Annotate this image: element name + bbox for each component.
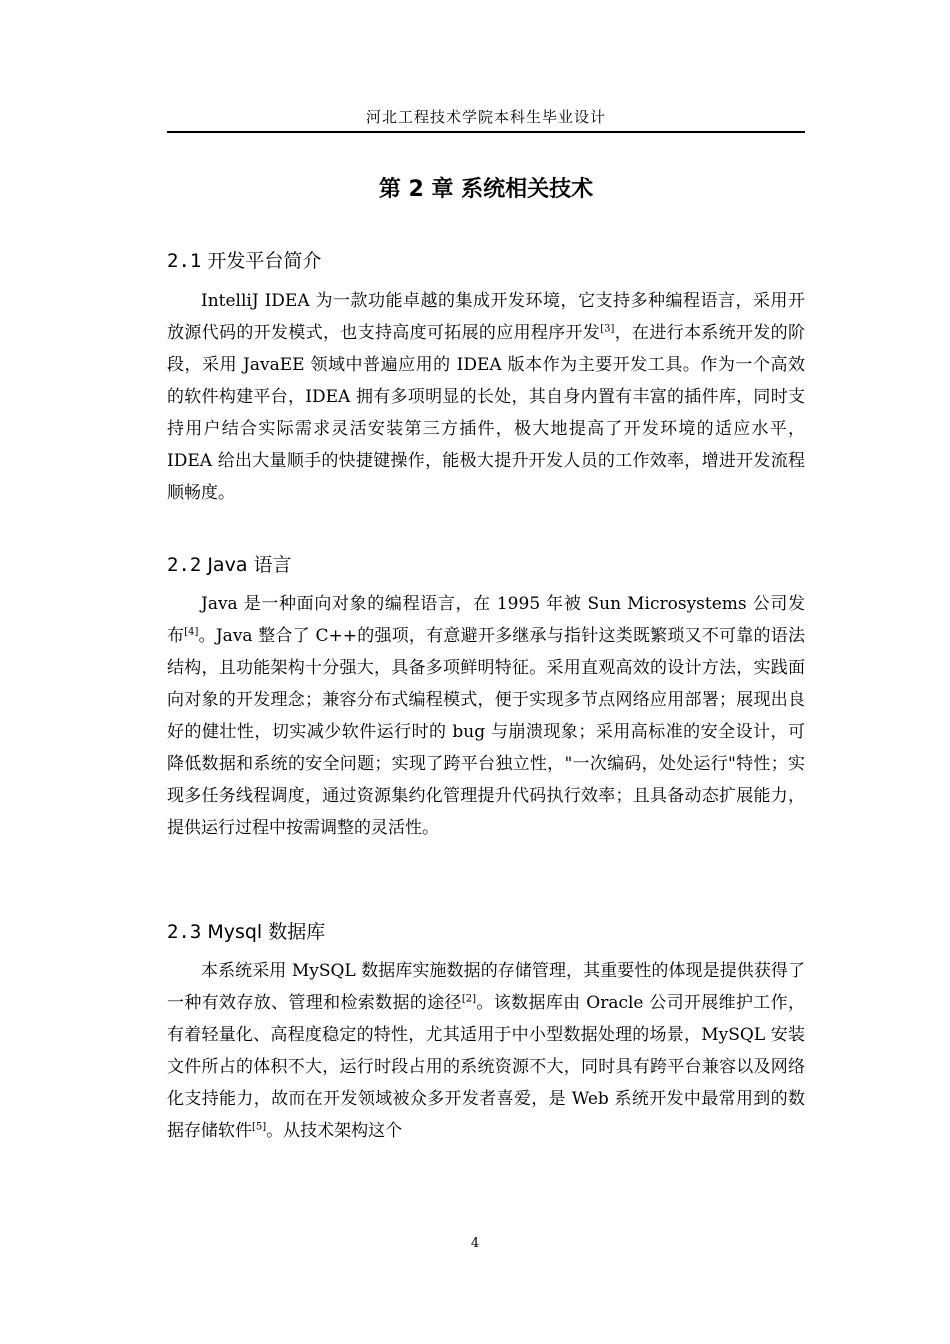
citation: [2] <box>461 993 477 1005</box>
citation: [3] <box>600 323 615 335</box>
paragraph-text: IntelliJ IDEA 为一款功能卓越的集成开发环境，它支持多种编程语言，采用开放源代码的开发模式，也支持高度可拓展的应用程序开发 <box>167 291 805 343</box>
section-number: 2.1 <box>167 250 202 272</box>
section-paragraph-2-3 <box>167 955 805 1147</box>
section-number: 2.3 <box>167 921 202 943</box>
paragraph-text: 。Java 整合了 C++的强项，有意避开多继承与指针这类既繁琐又不可靠的语法结构，且功能架构十分强大，具备多项鲜明特征。采用直观高效的设计方法，实践面向对象的开发理念；兼容分布式编程模式，便于实现多节点网络应用部署；展现出良好的健壮性，切实减少软件运行时的 bug 与崩溃现象；采用高标准的安全设计，可降低数据和系统的安全问题；实现了跨平台独立性，"一次编码，处处运行"特性；实现多任务线程调度，通过资源集约化管理提升代码执行效率；且具备动态扩展能力，提供运行过程中按需调整的灵活性。 <box>167 626 805 838</box>
chapter-title: 第 2 章 系统相关技术 <box>378 177 594 202</box>
paragraph-text: 。该数据库由 Oracle 公司开展维护工作，有着轻量化、高程度稳定的特性，尤其适用于中小型数据处理的场景，MySQL 安装文件所占的体积不大，运行时段占用的系统资源不大，同时具有跨平台兼容以及网络化支持能力，故而在开发领域被众多开发者喜爱，是 Web 系统开发中最常用到的数据存储软件 <box>167 993 806 1141</box>
paragraph-text: 本系统采用 MySQL 数据库实施数据的存储管理，其重要性的体现是提供获得了一种有效存放、管理和检索数据的途径 <box>167 961 805 1013</box>
section-number: 2.2 <box>167 554 202 576</box>
paragraph-text: Java 是一种面向对象的编程语言，在 1995 年被 Sun Microsystems 公司发布 <box>167 594 805 646</box>
section-title: Java 语言 <box>207 554 292 576</box>
citation: [4] <box>184 626 199 638</box>
citation: [5] <box>252 1121 267 1133</box>
section-title: 开发平台简介 <box>207 250 322 272</box>
section-paragraph-2-1 <box>167 285 805 509</box>
header-rule <box>167 131 805 133</box>
section-title: Mysql 数据库 <box>207 921 326 943</box>
paragraph-text: 。从技术架构这个 <box>266 1121 403 1141</box>
section-heading-2-3 <box>167 917 805 944</box>
section-heading-2-1 <box>167 246 805 273</box>
paragraph-text: ，在进行本系统开发的阶段，采用 JavaEE 领域中普遍应用的 IDEA 版本作为主要开发工具。作为一个高效的软件构建平台，IDEA 拥有多项明显的长处，其自身内置有丰富的插件库，同时支持用户结合实际需求灵活安装第三方插件，极大地提高了开发环境的适应水平，IDEA 给出大量顺手的快捷键操作，能极大提升开发人员的工作效率，增进开发流程顺畅度。 <box>167 323 806 503</box>
section-heading-2-2 <box>167 550 805 577</box>
running-header: 河北工程技术学院本科生毕业设计 <box>365 108 606 126</box>
page-number: 4 <box>470 1236 480 1251</box>
section-paragraph-2-2 <box>167 588 805 844</box>
